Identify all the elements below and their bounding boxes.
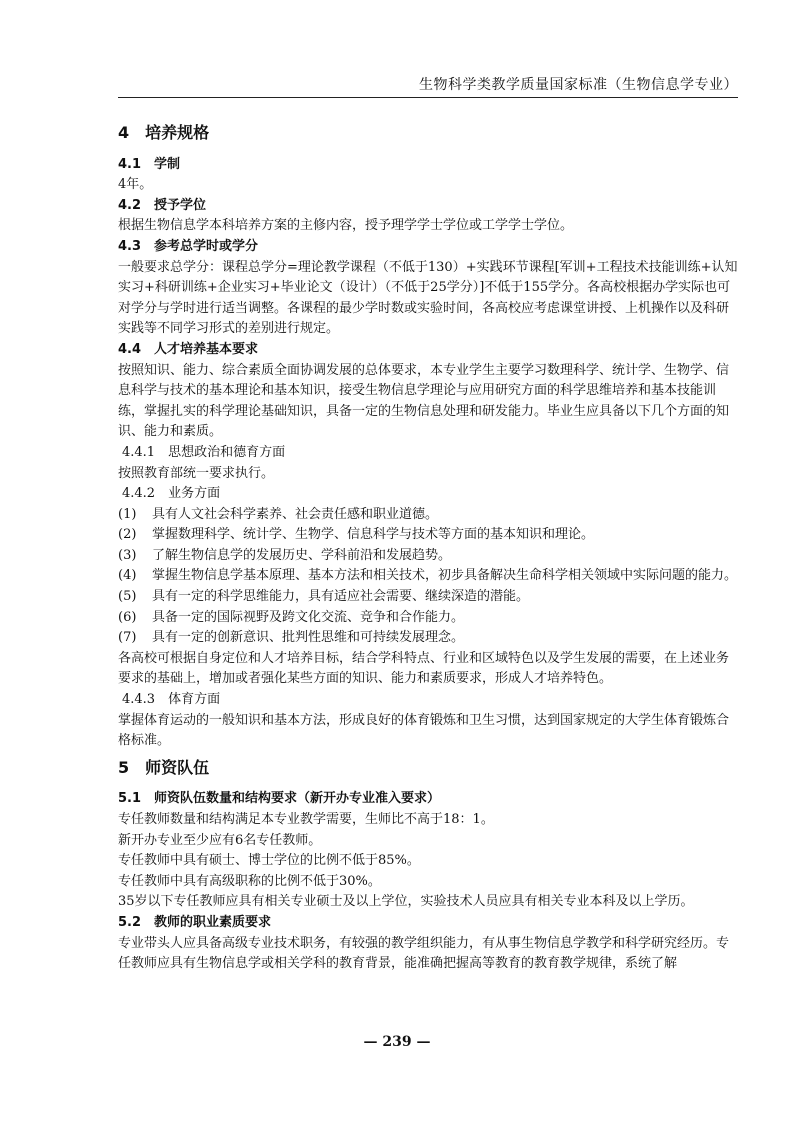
list-item [118,505,740,526]
list-item [118,628,740,649]
section-4-2-heading: 4.2 授予学位 [118,197,207,213]
section-4-4-1-heading: 4.4.1 思想政治和德育方面 [122,444,286,460]
list-item-number: (5) [118,589,137,605]
list-item [118,608,740,629]
list-item-text: 具有人文社会科学素养、社会责任感和职业道德。 [152,506,439,522]
section-4-4-3-text: 掌握体育运动的一般知识和基本方法，形成良好的体育锻炼和卫生习惯，达到国家规定的大学生体育锻炼合格标准。 [118,712,730,749]
section-5-heading: 5 师资队伍 [118,757,210,777]
list-item-text: 掌握数理科学、统计学、生物学、信息科学与技术等方面的基本知识和理论。 [152,527,595,543]
page-body [118,118,740,975]
list-item-text: 了解生物信息学的发展历史、学科前沿和发展趋势。 [152,547,452,563]
section-4-4-2-closing: 各高校可根据自身定位和人才培养目标，结合学科特点、行业和区域特色以及学生发展的需要，在上述业务要求的基础上，增加或者强化某些方面的知识、能力和素质要求，形成人才培养特色。 [118,650,730,687]
section-4-2-text: 根据生物信息学本科培养方案的主修内容，授予理学学士学位或工学学士学位。 [118,218,574,234]
list-item-text: 具有一定的创新意识、批判性思维和可持续发展理念。 [152,630,465,646]
list-item-text: 掌握生物信息学基本原理、基本方法和相关技术，初步具备解决生命科学相关领域中实际问题的能力。 [152,568,738,584]
section-4-4-1-text: 按照教育部统一要求执行。 [118,465,275,481]
list-item [118,587,740,608]
section-5-1-line: 新开办专业至少应有6名专任教师。 [118,832,322,848]
list-item-number: (2) [118,527,137,543]
header-rule [118,97,738,98]
section-4-4-text: 按照知识、能力、综合素质全面协调发展的总体要求，本专业学生主要学习数理科学、统计学、生物学、信息科学与技术的基本理论和基本知识，接受生物信息学理论与应用研究方面的科学思维培养和基本技能训练，掌握扎实的科学理论基础知识，具备一定的生物信息处理和研发能力。毕业生应具备以下几个方面的知识、能力和素质。 [118,362,730,440]
list-item-text: 具备一定的国际视野及跨文化交流、竞争和合作能力。 [152,609,465,625]
list-item-number: (6) [118,609,137,625]
list-item-number: (1) [118,506,137,522]
section-4-3-heading: 4.3 参考总学时或学分 [118,238,259,254]
section-4-4-3-heading: 4.4.3 体育方面 [122,692,221,708]
section-5-1-line: 专任教师中具有硕士、博士学位的比例不低于85%。 [118,853,420,869]
list-item-number: (3) [118,547,137,563]
section-4-3-text: 一般要求总学分：课程总学分=理论教学课程（不低于130）+实践环节课程[军训+工程技术技能训练+认知实习+科研训练+企业实习+毕业论文（设计）（不低于25学分）]不低于155学分。各高校根据办学实际也可对学分与学时进行适当调整。各课程的最少学时数或实验时间，各高校应考虑课堂讲授、上机操作以及科研实践等不同学习形式的差别进行规定。 [118,259,738,337]
section-4-heading: 4 培养规格 [118,123,210,142]
section-4-4-heading: 4.4 人才培养基本要求 [118,341,259,357]
section-4-1-text: 4年。 [118,177,153,193]
list-item [118,566,740,587]
section-5-2-heading: 5.2 教师的职业素质要求 [118,914,272,930]
section-5-1-line: 专任教师数量和结构满足本专业教学需要，生师比不高于18：1。 [118,812,494,827]
list-item [118,525,740,546]
requirements-list [118,505,740,649]
list-item-number: (7) [118,630,137,646]
running-header: 生物科学类教学质量国家标准（生物信息学专业） [419,77,738,93]
section-5-1-line: 35岁以下专任教师应具有相关专业硕士及以上学位，实验技术人员应具有相关专业本科及以上学历。 [118,894,694,910]
section-4-4-2-heading: 4.4.2 业务方面 [122,486,221,502]
list-item [118,546,740,567]
section-5-2-text: 专业带头人应具备高级专业技术职务，有较强的教学组织能力，有从事生物信息学教学和科学研究经历。专任教师应具有生物信息学或相关学科的教育背景，能准确把握高等教育的教育教学规律，系统了解 [118,935,730,972]
section-4-1-heading: 4.1 学制 [118,156,181,172]
page-number: — 239 — [363,1034,431,1050]
section-5-1-line: 专任教师中具有高级职称的比例不低于30%。 [118,873,381,889]
list-item-number: (4) [118,568,137,584]
list-item-text: 具有一定的科学思维能力，具有适应社会需要、继续深造的潜能。 [152,589,530,605]
section-5-1-heading: 5.1 师资队伍数量和结构要求（新开办专业准入要求） [118,791,441,807]
